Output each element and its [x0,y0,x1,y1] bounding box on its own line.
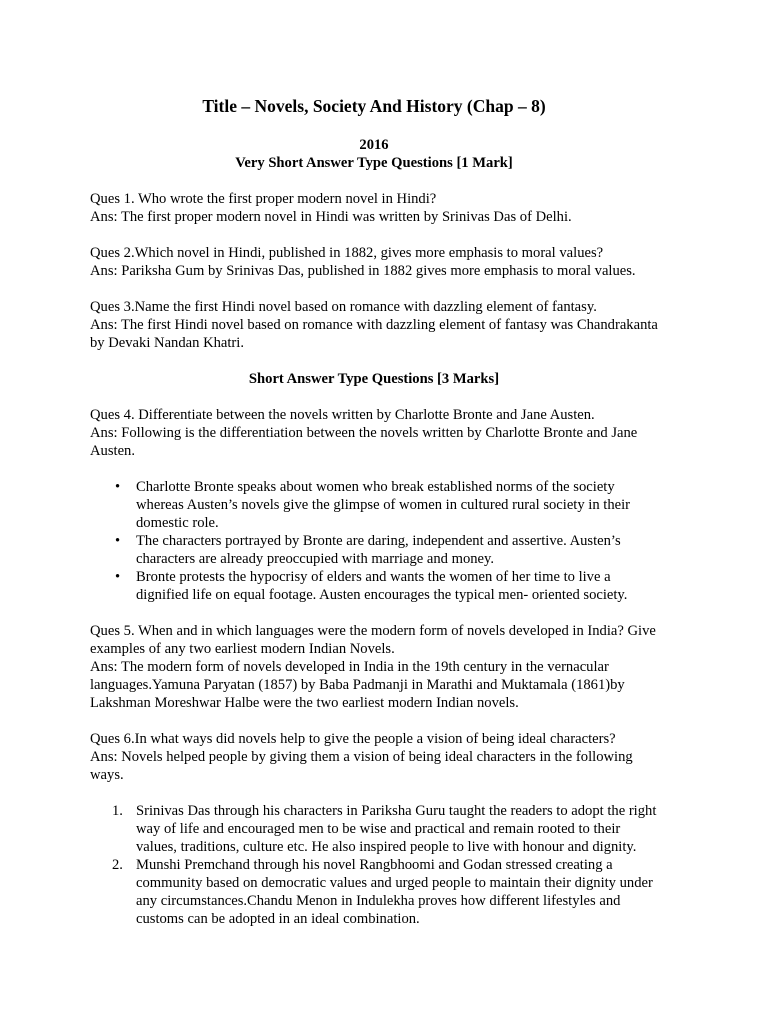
list-item-text: Munshi Premchand through his novel Rangbhoomi and Godan stressed creating a community based on democratic values and urged people to maintain their dignity under any circumstances.Chandu Menon in Indulekha proves how different lifestyles and customs can be adopted in an ideal combination. [136,857,653,927]
qa-block-4 [90,406,658,604]
qa-block-1 [90,190,658,226]
answer-6-numbered-list [90,802,658,928]
answer-1: Ans: The first proper modern novel in Hindi was written by Srinivas Das of Delhi. [90,209,572,225]
year-heading: 2016 [359,137,389,153]
answer-3: Ans: The first Hindi novel based on romance with dazzling element of fantasy was Chandrakanta by Devaki Nandan Khatri. [90,317,658,351]
qa-block-3 [90,298,658,352]
list-item-text: The characters portrayed by Bronte are daring, independent and assertive. Austen’s characters are already preoccupied with marriage and money. [136,533,621,567]
answer-4-bullet-list [90,478,658,604]
list-item [112,802,658,856]
bullet-icon: • [115,569,121,585]
page-title: Title – Novels, Society And History (Chap – 8) [202,96,546,116]
list-item-text: Charlotte Bronte speaks about women who break established norms of the society whereas Austen’s novels give the glimpse of women in cultured rural society in their domestic role. [136,479,631,531]
question-6: Ques 6.In what ways did novels help to give the people a vision of being ideal characters? [90,731,616,747]
list-item [115,568,658,604]
section-heading-very-short: Very Short Answer Type Questions [1 Mark] [235,155,513,171]
list-item-number: 2. [112,857,123,873]
answer-4: Ans: Following is the differentiation between the novels written by Charlotte Bronte and Jane Austen. [90,425,638,459]
question-2: Ques 2.Which novel in Hindi, published in 1882, gives more emphasis to moral values? [90,245,604,261]
bullet-icon: • [115,533,121,549]
list-item-number: 1. [112,803,123,819]
qa-block-2 [90,244,658,280]
qa-block-6 [90,730,658,928]
question-3: Ques 3.Name the first Hindi novel based on romance with dazzling element of fantasy. [90,299,597,315]
list-item [115,478,658,532]
list-item-text: Bronte protests the hypocrisy of elders and wants the women of her time to live a dignified life on equal footage. Austen encourages the typical men- oriented society. [136,569,628,603]
list-item-text: Srinivas Das through his characters in Pariksha Guru taught the readers to adopt the right way of life and encouraged men to be wise and practical and remain rooted to their values, traditions, culture etc. He also inspired people to live with honour and dignity. [136,803,657,855]
question-4: Ques 4. Differentiate between the novels written by Charlotte Bronte and Jane Austen. [90,407,595,423]
answer-6: Ans: Novels helped people by giving them a vision of being ideal characters in the following ways. [90,749,633,783]
bullet-icon: • [115,479,121,495]
question-5: Ques 5. When and in which languages were the modern form of novels developed in India? Give examples of any two earliest modern Indian Novels. [90,623,656,657]
answer-2: Ans: Pariksha Gum by Srinivas Das, published in 1882 gives more emphasis to moral values. [90,263,636,279]
list-item [115,532,658,568]
question-1: Ques 1. Who wrote the first proper modern novel in Hindi? [90,191,437,207]
answer-5: Ans: The modern form of novels developed in India in the 19th century in the vernacular languages.Yamuna Paryatan (1857) by Baba Padmanji in Marathi and Muktamala (1861)by Lakshman Moreshwar Halbe were the two earliest modern Indian novels. [90,659,625,711]
list-item [112,856,658,928]
section-heading-short: Short Answer Type Questions [3 Marks] [248,371,500,387]
qa-block-5 [90,622,658,712]
